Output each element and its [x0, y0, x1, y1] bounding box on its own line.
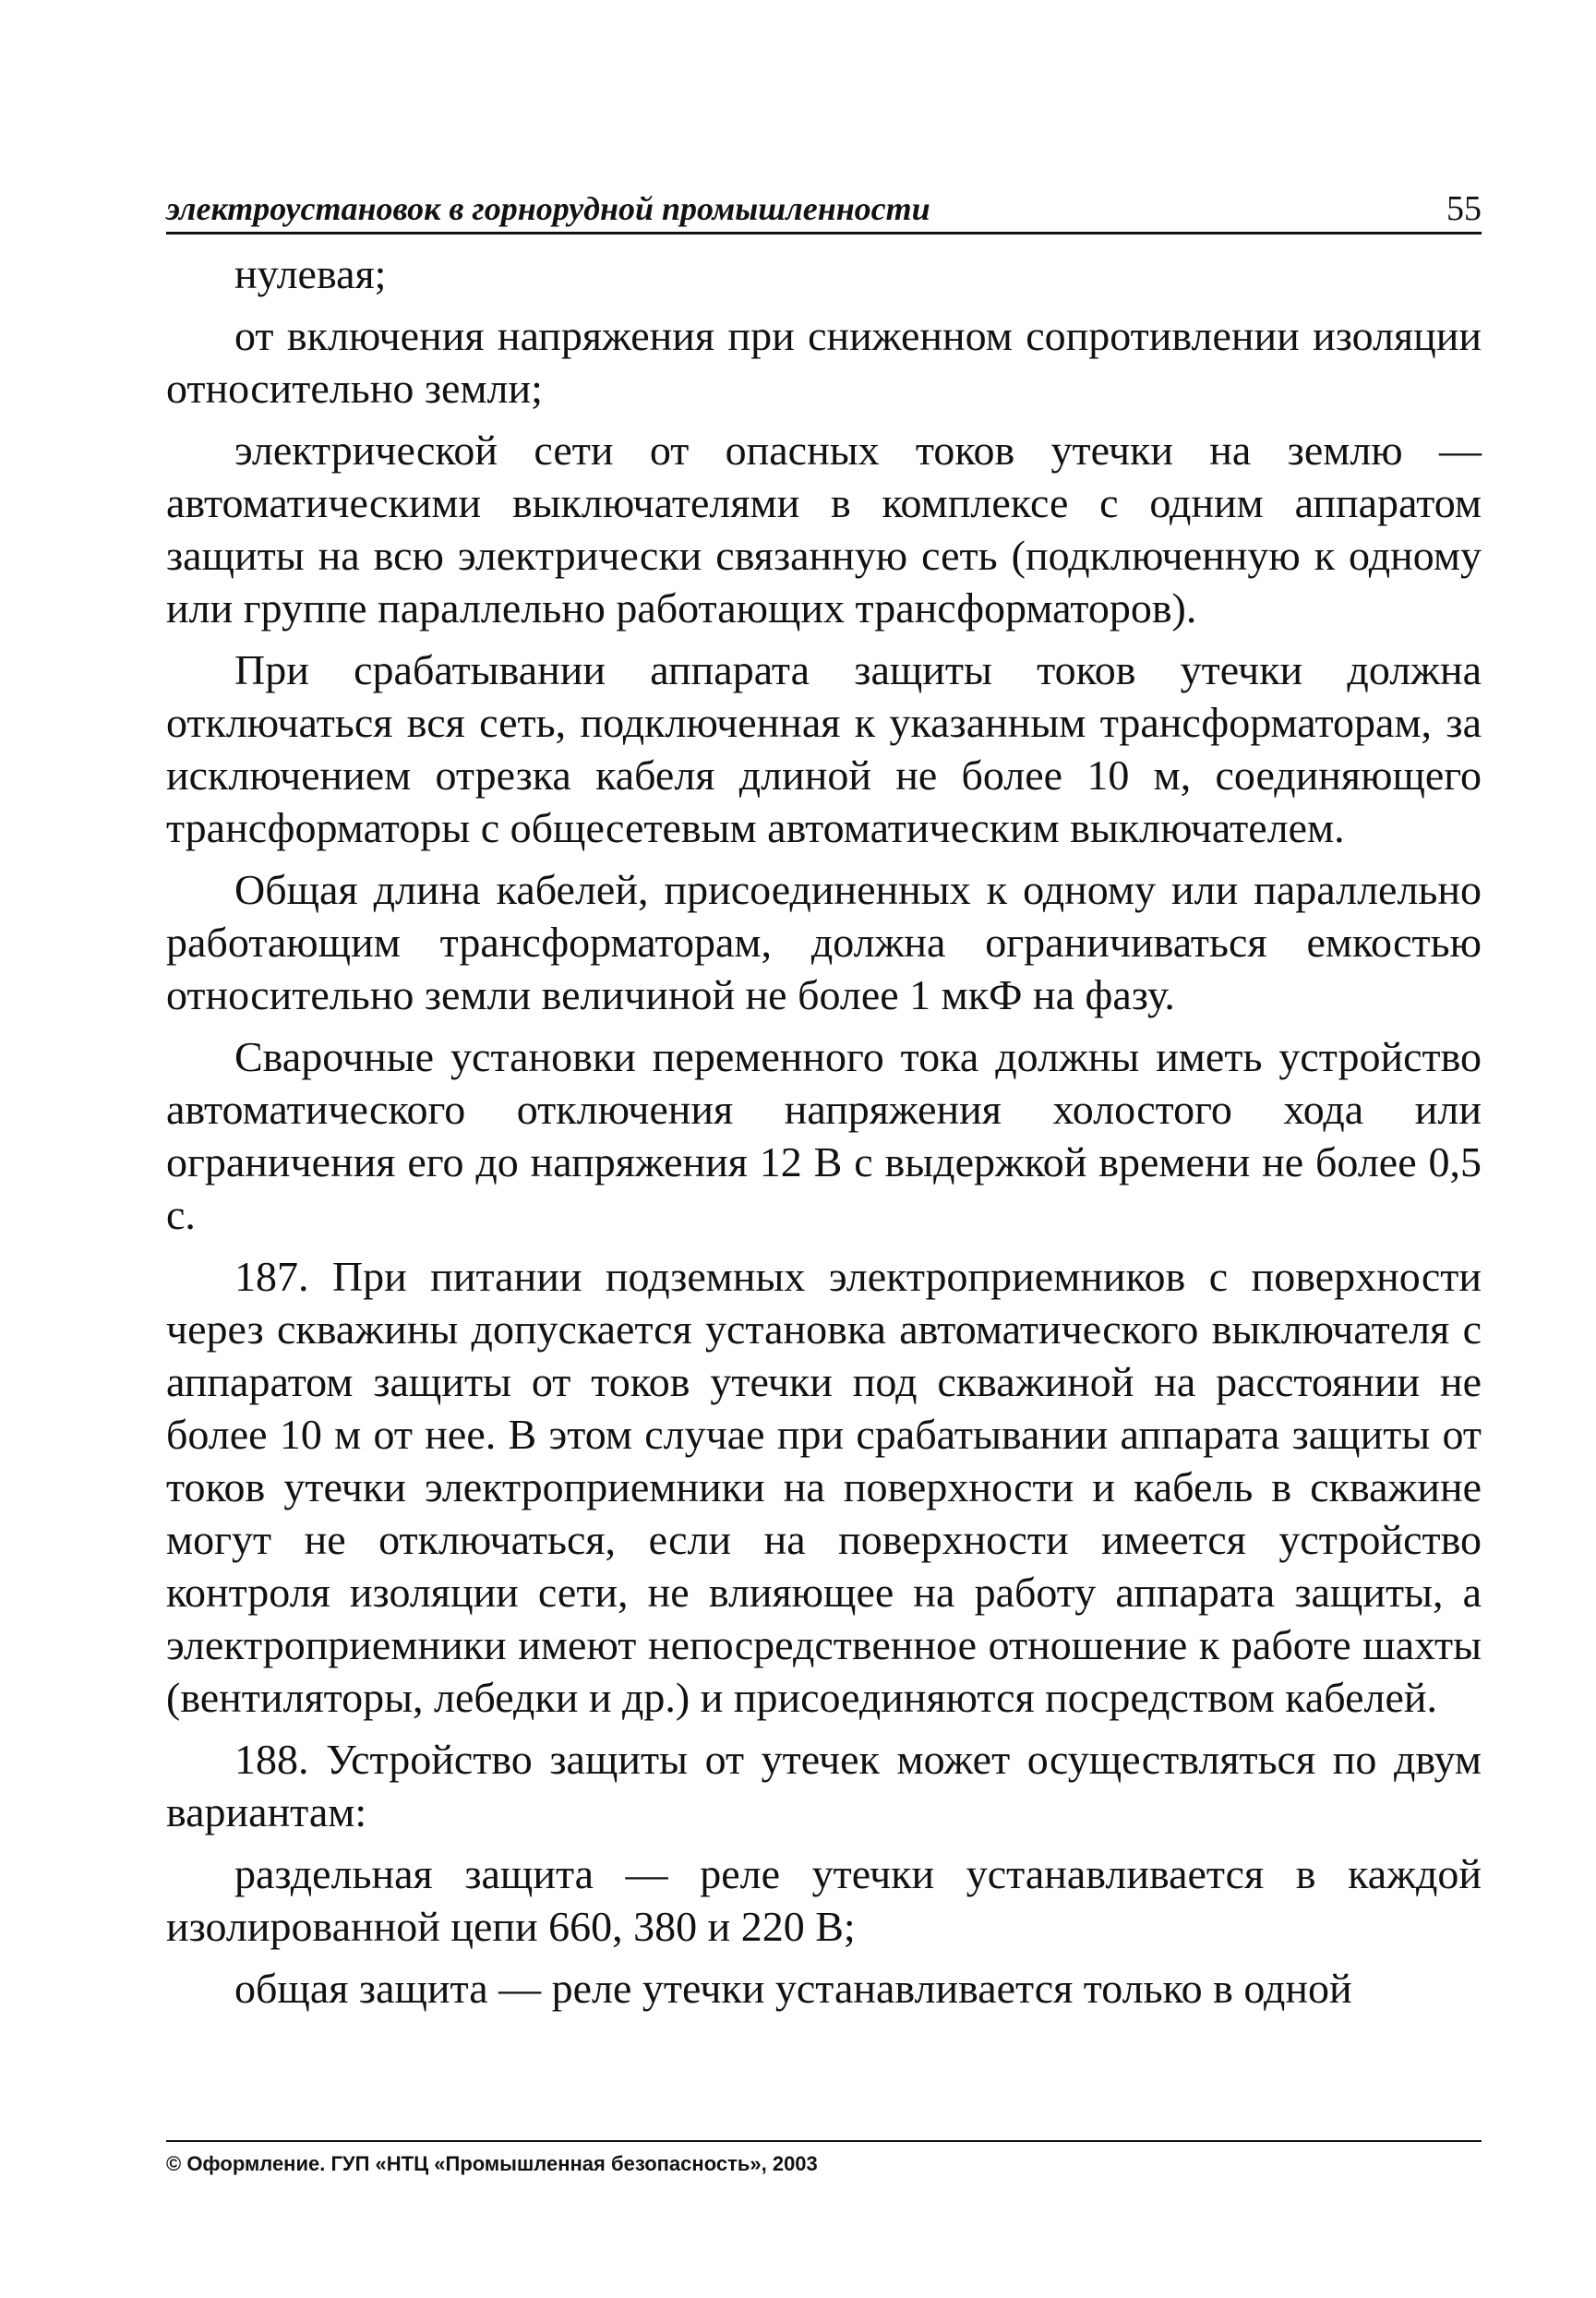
paragraph: электрической сети от опасных токов утечки на землю — автоматическими выключателями в комплексе с одним аппаратом защиты на всю электрически связанную сеть (подключенную к одному или группе параллельно работающих трансформаторов). [166, 427, 1482, 632]
footer-copyright: © Оформление. ГУП «НТЦ «Промышленная безопасность», 2003 [166, 2152, 818, 2175]
header-rule [166, 232, 1482, 235]
paragraph: от включения напряжения при сниженном сопротивлении изоляции относительно земли; [166, 312, 1482, 412]
paragraph-187: 187. При питании подземных электроприемников с поверхности через скважины допускается установка автоматического выключателя с аппаратом защиты от токов утечки под скважиной на расстоянии не более 10 м от нее. В этом случае при срабатывании аппарата защиты от токов утечки электроприемники на поверхности и кабель в скважине могут не отключаться, если на поверхности имеется устройство контроля изоляции сети, не влияющее на работу аппарата защиты, а электроприемники имеют непосредственное отношение к работе шахты (вентиляторы, лебедки и др.) и присоединяются посредством кабелей. [166, 1253, 1482, 1721]
paragraph: Общая длина кабелей, присоединенных к одному или параллельно работающим трансформаторам, должна ограничиваться емкостью относительно земли величиной не более 1 мкФ на фазу. [166, 866, 1482, 1018]
paragraph-188: 188. Устройство защиты от утечек может осуществляться по двум вариантам: [166, 1736, 1482, 1835]
running-title: электроустановок в горнорудной промышленности [166, 190, 930, 227]
paragraph: Сварочные установки переменного тока должны иметь устройство автоматического отключения напряжения холостого хода или ограничения его до напряжения 12 В с выдержкой времени не более 0,5 с. [166, 1033, 1482, 1238]
body-text [166, 247, 1482, 2024]
paragraph: нулевая; [234, 250, 387, 297]
running-header [166, 185, 1482, 233]
paragraph: общая защита — реле утечки устанавливается только в одной [234, 1965, 1352, 2012]
page-number: 55 [1446, 189, 1482, 228]
footer-rule [166, 2140, 1482, 2142]
paragraph: раздельная защита — реле утечки устанавливается в каждой изолированной цепи 660, 380 и 220 В; [166, 1850, 1482, 1950]
paragraph: При срабатывании аппарата защиты токов утечки должна отключаться вся сеть, подключенная к указанным трансформаторам, за исключением отрезка кабеля длиной не более 10 м, соединяющего трансформаторы с общесетевым автоматическим выключателем. [166, 646, 1482, 851]
